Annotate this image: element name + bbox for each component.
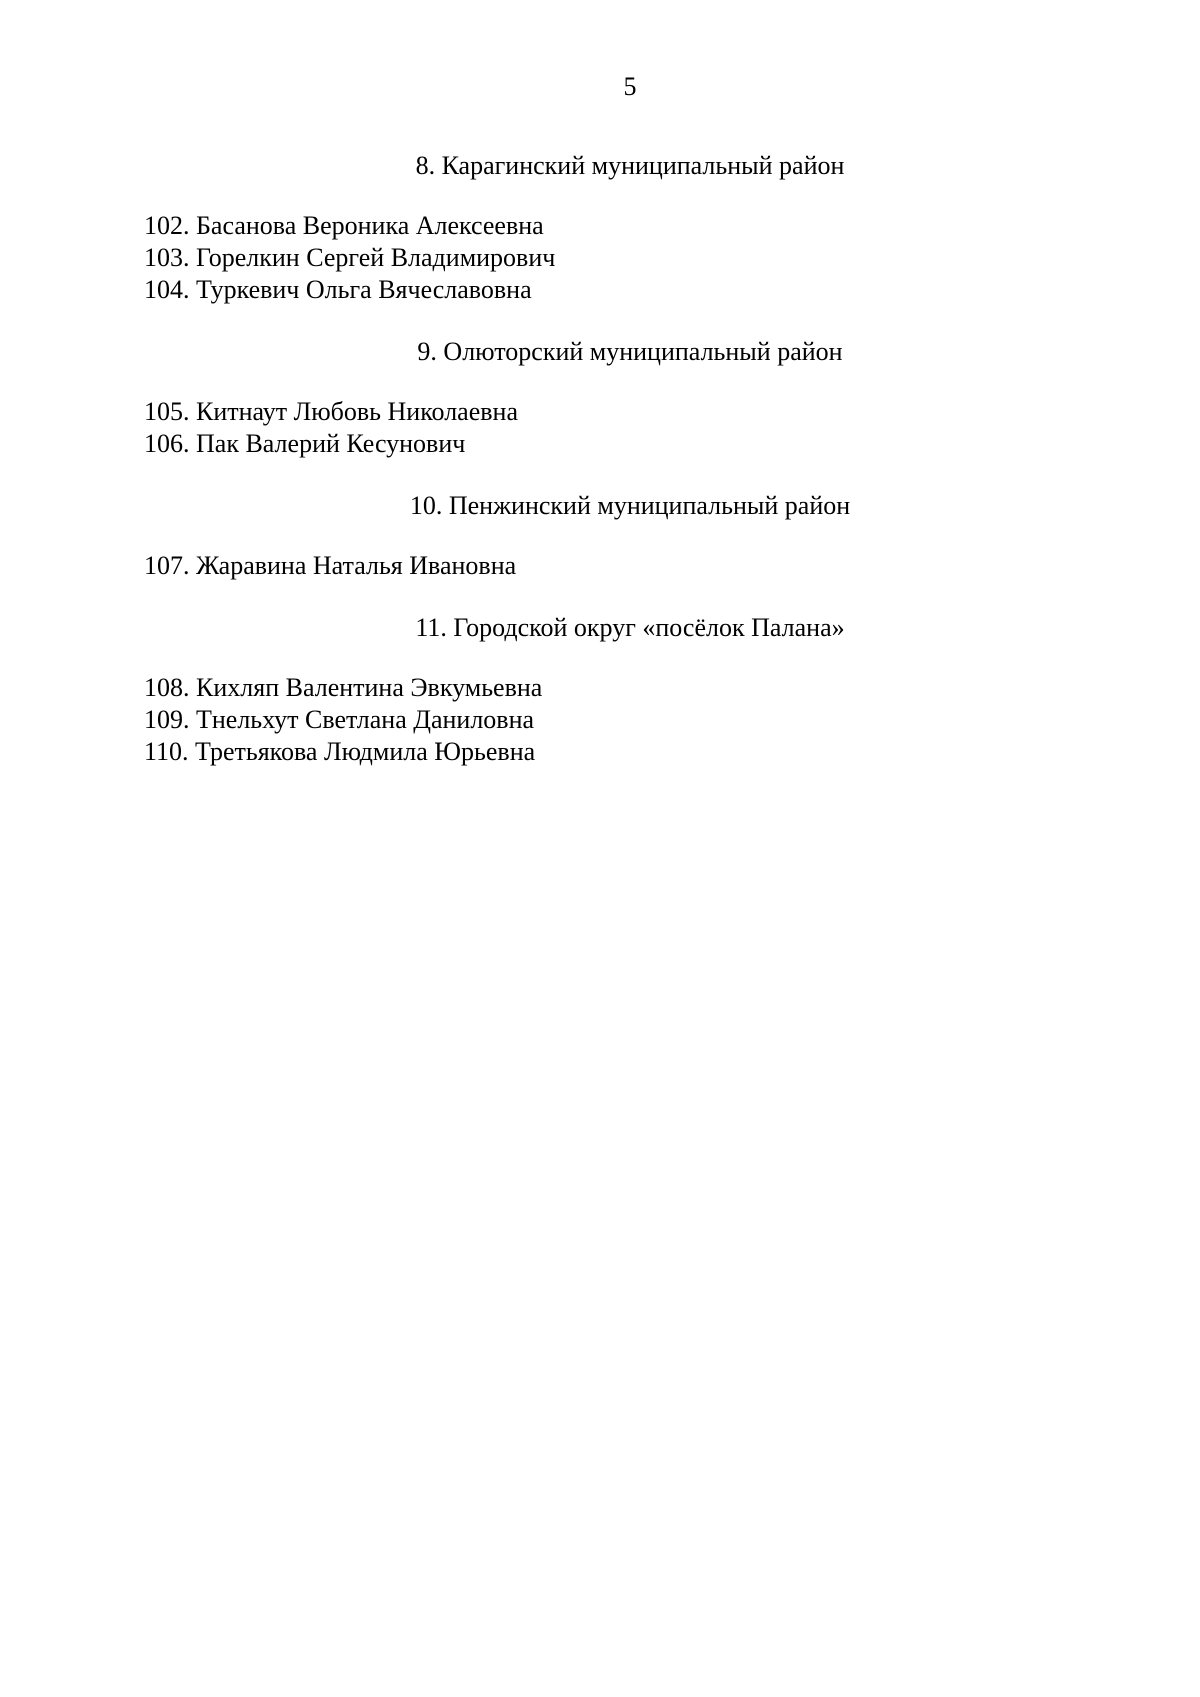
list-item — [144, 210, 1200, 242]
person-name: Третьякова Людмила Юрьевна — [195, 737, 536, 766]
section-karaginsky — [0, 150, 1200, 306]
name-list — [0, 550, 1200, 582]
person-name: Горелкин Сергей Владимирович — [196, 243, 556, 272]
item-number: 110. — [144, 737, 189, 766]
item-number: 105. — [144, 397, 190, 426]
section-heading: 8. Карагинский муниципальный район — [415, 151, 845, 180]
item-number: 102. — [144, 211, 190, 240]
list-item — [144, 274, 1200, 306]
list-item — [144, 736, 1200, 768]
name-list — [0, 672, 1200, 768]
section-heading: 11. Городской округ «посёлок Палана» — [415, 613, 845, 642]
section-heading: 9. Олюторский муниципальный район — [417, 337, 843, 366]
list-item — [144, 428, 1200, 460]
person-name: Туркевич Ольга Вячеславовна — [196, 275, 532, 304]
section-penzhinsky — [0, 490, 1200, 582]
person-name: Басанова Вероника Алексеевна — [196, 211, 544, 240]
list-item — [144, 550, 1200, 582]
item-number: 103. — [144, 243, 190, 272]
item-number: 107. — [144, 551, 190, 580]
document-body — [0, 150, 1200, 798]
person-name: Жаравина Наталья Ивановна — [196, 551, 517, 580]
person-name: Тнельхут Светлана Даниловна — [196, 705, 535, 734]
item-number: 106. — [144, 429, 190, 458]
section-palana — [0, 612, 1200, 768]
person-name: Китнаут Любовь Николаевна — [196, 397, 518, 426]
list-item — [144, 396, 1200, 428]
list-item — [144, 704, 1200, 736]
name-list — [0, 396, 1200, 460]
page-number: 5 — [623, 72, 637, 101]
person-name: Кихляп Валентина Эвкумьевна — [196, 673, 543, 702]
item-number: 109. — [144, 705, 190, 734]
list-item — [144, 672, 1200, 704]
list-item — [144, 242, 1200, 274]
person-name: Пак Валерий Кесунович — [196, 429, 466, 458]
name-list — [0, 210, 1200, 306]
item-number: 108. — [144, 673, 190, 702]
section-olyutorsky — [0, 336, 1200, 460]
section-heading: 10. Пенжинский муниципальный район — [409, 491, 851, 520]
item-number: 104. — [144, 275, 190, 304]
